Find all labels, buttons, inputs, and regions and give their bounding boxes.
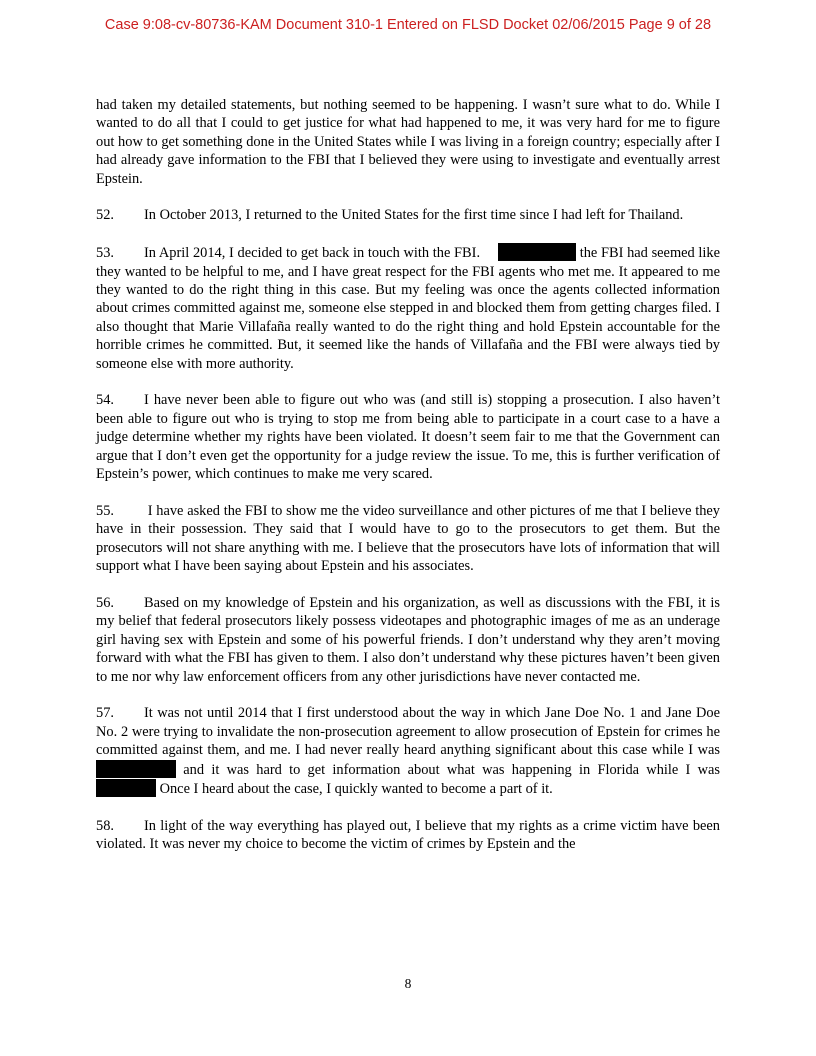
paragraph-54 [96, 391, 720, 483]
paragraph-58 [96, 817, 720, 854]
paragraph-53 [96, 243, 720, 373]
paragraph-number: 57. [96, 705, 114, 722]
paragraph-number: 56. [96, 594, 114, 611]
paragraph-text: and it was hard to get information about what was happening in Florida while I was [176, 761, 720, 778]
paragraph-text: In October 2013, I returned to the United States for the first time since I had left for Thailand. [144, 207, 684, 224]
paragraph-56 [96, 594, 720, 686]
page-number: 8 [404, 976, 412, 991]
paragraph-55 [96, 502, 720, 576]
redaction-block [498, 243, 576, 261]
paragraph-text: I have never been able to figure out who was (and still is) stopping a prosecution. I also haven’t been able to figure out who is trying to stop me from being able to participate in a court case to a have a judge determine whether my rights have been violated. It doesn’t seem fair to me that the Government can argue that I don’t even get the opportunity for a judge review the issue. To me, this is further verification of Epstein’s power, which continues to make me very scared. [96, 392, 720, 483]
redaction-block [96, 760, 176, 778]
paragraph-text: the FBI had seemed like they wanted to be helpful to me, and I have great respect for the FBI agents who met me. It appeared to me they wanted to do the right thing in this case. But my feeling was once the agents collected information about crimes committed against me, someone else stepped in and blocked them from getting charges filed. I also thought that Marie Villafaña really wanted to do the right thing and hold Epstein accountable for the horrible crimes he committed. But, it seemed like the hands of Villafaña and the FBI were always tied by someone else with more authority. [96, 245, 720, 372]
paragraph-text: In light of the way everything has played out, I believe that my rights as a crime victim have been violated. It was never my choice to become the victim of crimes by Epstein and the [96, 817, 720, 853]
paragraph-text: I have asked the FBI to show me the video surveillance and other pictures of me that I believe they have in their possession. They said that I would have to go to the prosecutors to get them. But the prosecutors will not share anything with me. I believe that the prosecutors have lots of information that will support what I have been saying about Epstein and his associates. [96, 502, 720, 575]
paragraph-52 [96, 206, 720, 224]
paragraph-text: Based on my knowledge of Epstein and his organization, as well as discussions with the FBI, it is my belief that federal prosecutors likely possess videotapes and photographic images of me as an underage girl having sex with Epstein and some of his powerful friends. I don’t understand why they aren’t moving forward with what the FBI has given to them. I also don’t understand why these pictures haven’t been given to me nor why law enforcement officers from any other jurisdictions have never contacted me. [96, 594, 720, 685]
paragraph-text: In April 2014, I decided to get back in touch with the FBI. [144, 245, 481, 262]
paragraph-number: 58. [96, 817, 114, 834]
paragraph-number: 52. [96, 207, 114, 224]
docket-header: Case 9:08-cv-80736-KAM Document 310-1 Entered on FLSD Docket 02/06/2015 Page 9 of 28 [104, 17, 712, 33]
document-body [96, 96, 720, 872]
paragraph-number: 53. [96, 245, 114, 262]
paragraph-number: 54. [96, 392, 114, 409]
paragraph-57 [96, 704, 720, 798]
paragraph-text: Once I heard about the case, I quickly wanted to become a part of it. [156, 780, 553, 797]
paragraph-text: had taken my detailed statements, but nothing seemed to be happening. I wasn’t sure what to do. While I wanted to do all that I could to get justice for what had happened to me, it was very hard for me to figure out how to get something done in the United States while I was living in a foreign country; especially after I had already gave information to the FBI that I believed they were using to investigate and eventually arrest Epstein. [96, 97, 720, 187]
paragraph-text: It was not until 2014 that I first understood about the way in which Jane Doe No. 1 and Jane Doe No. 2 were trying to invalidate the non-prosecution agreement to allow prosecution of Epstein for crimes he committed against them, and me. I had never really heard anything significant about this case while I was [96, 705, 720, 759]
paragraph-continuation [96, 96, 720, 188]
paragraph-number: 55. [96, 502, 114, 519]
redaction-block [96, 779, 156, 797]
